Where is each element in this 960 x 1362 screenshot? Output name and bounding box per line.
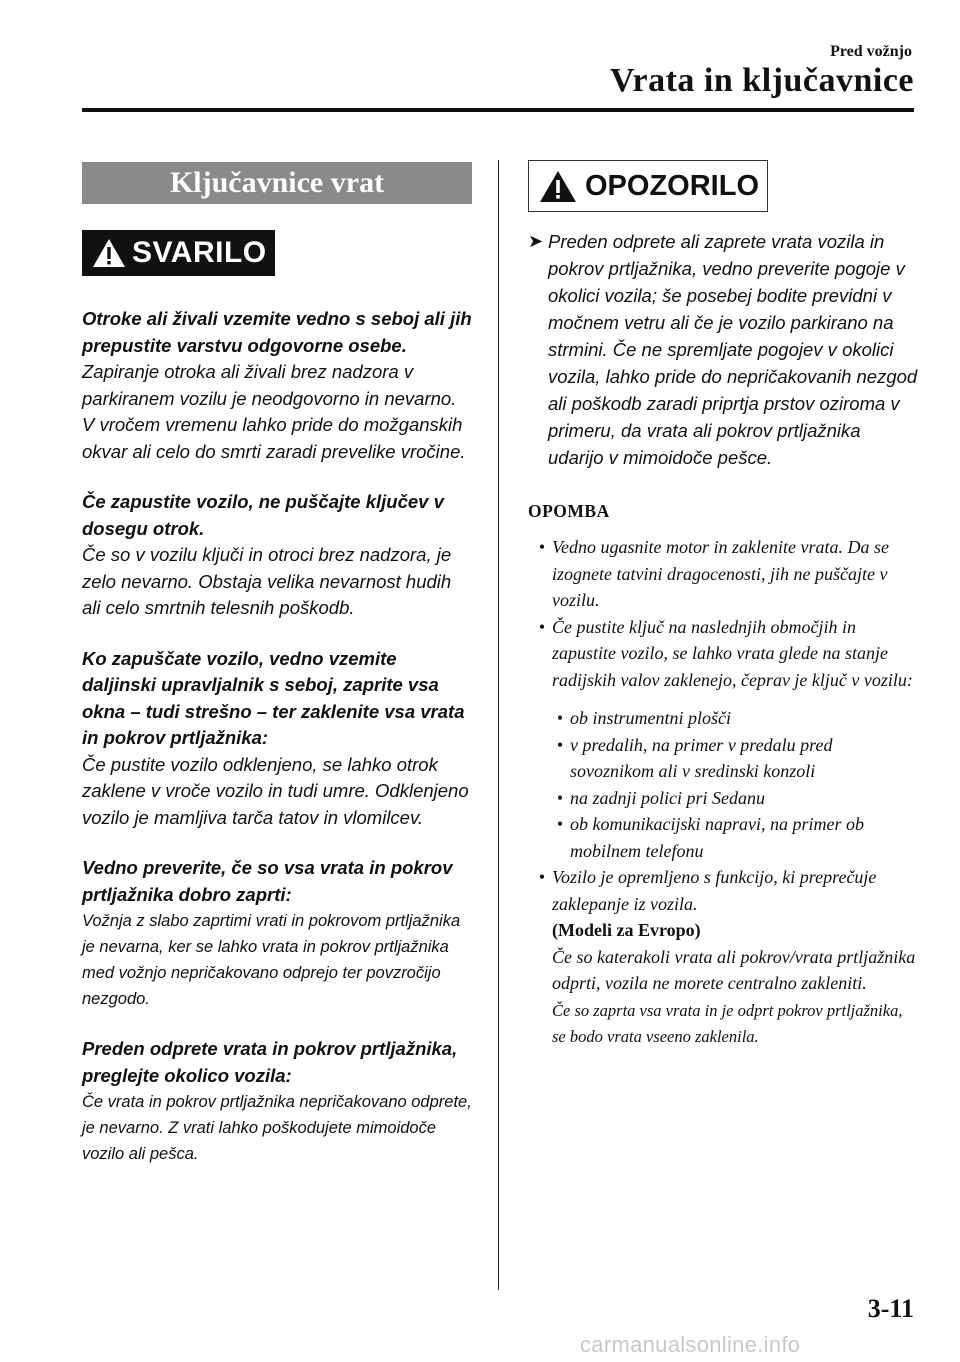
warning-triangle-icon <box>539 170 577 203</box>
bullet-icon: • <box>556 787 564 808</box>
bullet-icon: • <box>556 814 564 834</box>
note-sub-item: • ob instrumentni plošči <box>550 705 918 732</box>
note-item: • Vedno ugasnite motor in zaklenite vrata. Da se izognete tatvini dragocenosti, jih ne puščajte v vozilu. <box>532 534 918 614</box>
warning-heading: Preden odprete vrata in pokrov prtljažnika, preglejte okolico vozila: <box>82 1038 458 1086</box>
left-column <box>82 162 472 1167</box>
warning-item <box>528 228 918 471</box>
section-title: Ključavnice vrat <box>82 162 472 204</box>
chapter-kicker: Pred vožnjo <box>830 43 912 60</box>
warning-block <box>82 855 472 1012</box>
note-sub-item: • v predalih, na primer v predalu pred sovoznikom ali v sredinski konzoli <box>550 732 918 785</box>
warning-text: Če pustite vozilo odklenjeno, se lahko otrok zaklene v vroče vozilo in tudi umre. Odklenjeno vozilo je mamljiva tarča tatov in vlomilcev. <box>82 753 469 828</box>
watermark: carmanualsonline.info <box>580 1332 801 1357</box>
warning-label: SVARILO <box>132 236 267 269</box>
opozorilo-badge <box>528 160 768 212</box>
warning-text: Vožnja z slabo zaprtimi vrati in pokrovom prtljažnika je nevarna, ker se lahko vrata in pokrov prtljažnika med vožnjo nepričakovano odprejo ter povzročijo nezgodo. <box>82 912 461 1008</box>
right-column <box>528 160 918 1050</box>
warning-label: OPOZORILO <box>585 169 759 202</box>
note-sub-item: • na zadnji polici pri Sedanu <box>550 785 918 812</box>
bullet-icon: • <box>556 708 564 728</box>
bullet-icon: • <box>538 537 546 557</box>
note-item: • Če pustite ključ na naslednjih območjih in zapustite vozilo, se lahko vrata glede na stanje radijskih valov zaklenejo, čeprav je ključ v vozilu: <box>532 614 918 694</box>
arrow-bullet-icon: ➤ <box>528 231 544 251</box>
model-heading: (Modeli za Evropo) <box>552 920 701 940</box>
note-item: • Vozilo je opremljeno s funkcijo, ki preprečuje zaklepanje iz vozila. (Modeli za Evropo) Če so katerakoli vrata ali pokrov/vrata prtljažnika odprti, vozila ne morete centralno zakleniti. Če so zaprta vsa vrata in je odprt pokrov prtljažnika, se bodo vrata vseeno zaklenila. <box>532 864 918 1050</box>
column-divider <box>498 160 499 1290</box>
page-number: 3-11 <box>867 1294 914 1323</box>
svarilo-badge <box>82 230 275 276</box>
warning-heading: Vedno preverite, če so vsa vrata in pokrov prtljažnika dobro zaprti: <box>82 857 453 905</box>
warning-text: Če so v vozilu ključi in otroci brez nadzora, je zelo nevarno. Obstaja velika nevarnost hudih ali celo smrtnih telesnih poškodb. <box>82 544 452 618</box>
warning-triangle-icon <box>92 238 126 268</box>
warning-heading: Ko zapuščate vozilo, vedno vzemite daljinski upravljalnik s seboj, zaprite vsa okna – tudi strešno – ter zaklenite vsa vrata in pokrov prtljažnika: <box>82 647 465 748</box>
warning-text: Zapiranje otroka ali živali brez nadzora v parkiranem vozilu je neodgovorno in nevarno. V vročem vremenu lahko pride do možganskih okvar ali celo do smrti zaradi prevelike vročine. <box>82 361 466 462</box>
note-sub-item: • ob komunikacijski napravi, na primer ob mobilnem telefonu <box>550 811 918 864</box>
warning-block <box>82 646 472 832</box>
warning-block <box>82 1036 472 1167</box>
warning-heading: Če zapustite vozilo, ne puščajte ključev v dosegu otrok. <box>82 491 444 539</box>
warning-block <box>82 489 472 622</box>
bullet-icon: • <box>556 734 564 755</box>
warning-heading: Otroke ali živali vzemite vedno s seboj ali jih prepustite varstvu odgovorne osebe. <box>82 308 472 356</box>
bullet-icon: • <box>538 867 546 887</box>
warning-item-text: Preden odprete ali zaprete vrata vozila in pokrov prtljažnika, vedno preverite pogoje v okolici vozila; še posebej bodite previdni v močnem vetru ali če je vozilo parkirano na strmini. Če ne spremljate pogojev v okolici vozila, lahko pride do nepričakovanih nezgod ali poškodb zaradi priprtja prstov oziroma v primeru, da vrata ali pokrov prtljažnika udarijo v mimoidoče pešce. <box>548 231 918 468</box>
warning-block <box>82 306 472 465</box>
warning-text: Če vrata in pokrov prtljažnika nepričakovano odprete, je nevarno. Z vrati lahko poškodujete mimoidoče vozilo ali pešca. <box>82 1093 472 1163</box>
note-title: OPOMBA <box>528 501 610 521</box>
header-rule <box>82 108 914 112</box>
bullet-icon: • <box>538 616 546 637</box>
page-title: Vrata in ključavnice <box>609 62 914 99</box>
